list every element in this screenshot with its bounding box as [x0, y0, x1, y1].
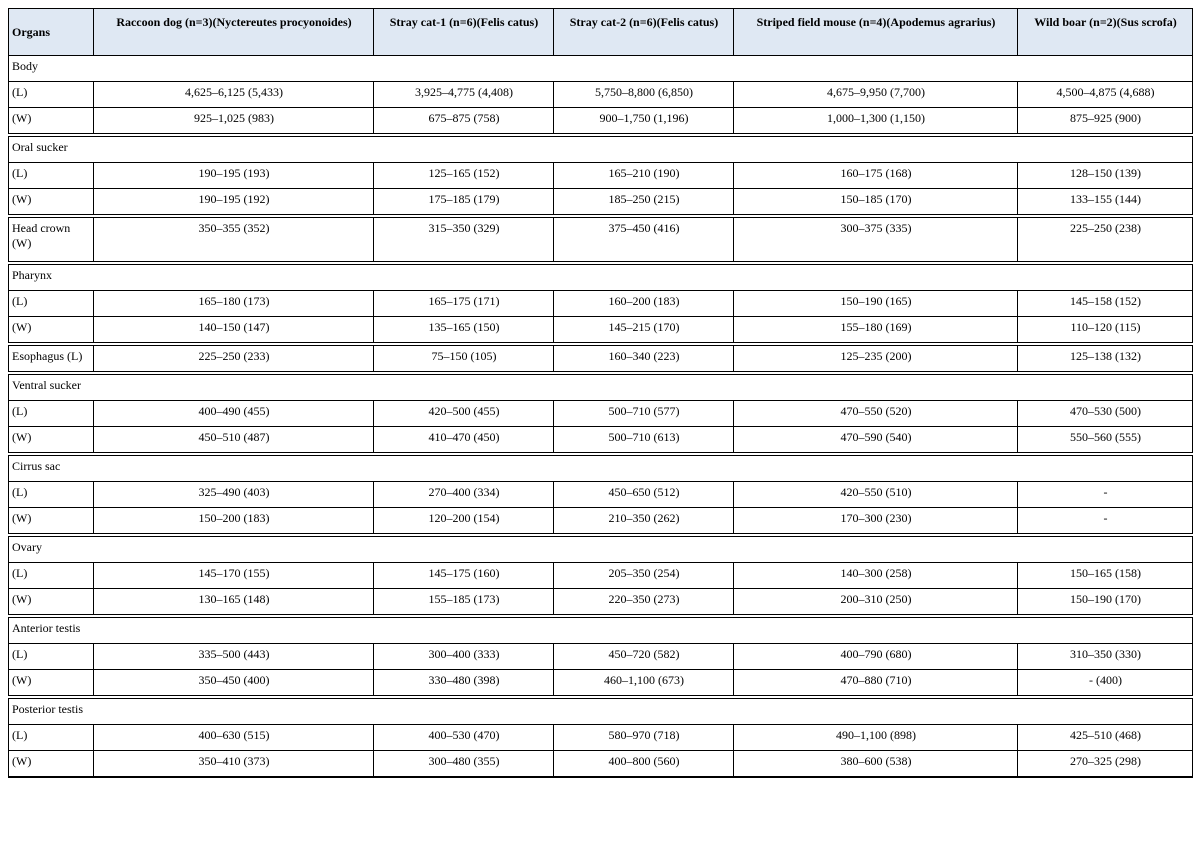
- cell-raccoon-dog: 190–195 (192): [94, 189, 374, 217]
- cell-wild-boar: 110–120 (115): [1018, 317, 1193, 345]
- row-label: (W): [9, 589, 94, 617]
- section-title: Anterior testis: [9, 616, 1193, 644]
- cell-striped-field-mouse: 400–790 (680): [734, 644, 1018, 670]
- section-row: [9, 135, 1193, 163]
- cell-wild-boar: 4,500–4,875 (4,688): [1018, 82, 1193, 108]
- table-row: [9, 482, 1193, 508]
- section-title: Cirrus sac: [9, 454, 1193, 482]
- column-header-stray-cat-2: Stray cat-2 (n=6)(Felis catus): [554, 9, 734, 56]
- row-label: (L): [9, 291, 94, 317]
- cell-raccoon-dog: 350–450 (400): [94, 670, 374, 698]
- cell-striped-field-mouse: 380–600 (538): [734, 751, 1018, 778]
- section-row: [9, 373, 1193, 401]
- cell-raccoon-dog: 400–490 (455): [94, 401, 374, 427]
- table-row: [9, 427, 1193, 455]
- cell-stray-cat-1: 315–350 (329): [374, 216, 554, 263]
- cell-raccoon-dog: 190–195 (193): [94, 163, 374, 189]
- cell-stray-cat-1: 135–165 (150): [374, 317, 554, 345]
- cell-striped-field-mouse: 125–235 (200): [734, 344, 1018, 373]
- cell-raccoon-dog: 350–355 (352): [94, 216, 374, 263]
- table-row: [9, 189, 1193, 217]
- cell-wild-boar: 310–350 (330): [1018, 644, 1193, 670]
- row-label: (W): [9, 108, 94, 136]
- cell-striped-field-mouse: 470–590 (540): [734, 427, 1018, 455]
- row-label: (L): [9, 82, 94, 108]
- cell-stray-cat-2: 900–1,750 (1,196): [554, 108, 734, 136]
- cell-stray-cat-2: 500–710 (613): [554, 427, 734, 455]
- section-title: Oral sucker: [9, 135, 1193, 163]
- cell-stray-cat-2: 5,750–8,800 (6,850): [554, 82, 734, 108]
- row-label: Head crown (W): [9, 216, 94, 263]
- section-row: [9, 697, 1193, 725]
- cell-wild-boar: -: [1018, 482, 1193, 508]
- cell-stray-cat-2: 450–650 (512): [554, 482, 734, 508]
- cell-wild-boar: 150–165 (158): [1018, 563, 1193, 589]
- column-header-raccoon-dog: Raccoon dog (n=3)(Nyctereutes procyonoides): [94, 9, 374, 56]
- table-row: [9, 317, 1193, 345]
- cell-striped-field-mouse: 4,675–9,950 (7,700): [734, 82, 1018, 108]
- cell-wild-boar: -: [1018, 508, 1193, 536]
- row-label: Esophagus (L): [9, 344, 94, 373]
- table-row: [9, 108, 1193, 136]
- row-label: (W): [9, 189, 94, 217]
- section-row: [9, 56, 1193, 82]
- cell-striped-field-mouse: 155–180 (169): [734, 317, 1018, 345]
- cell-wild-boar: 133–155 (144): [1018, 189, 1193, 217]
- cell-stray-cat-2: 500–710 (577): [554, 401, 734, 427]
- column-header-stray-cat-1: Stray cat-1 (n=6)(Felis catus): [374, 9, 554, 56]
- cell-raccoon-dog: 450–510 (487): [94, 427, 374, 455]
- cell-stray-cat-2: 160–340 (223): [554, 344, 734, 373]
- cell-stray-cat-1: 75–150 (105): [374, 344, 554, 373]
- cell-stray-cat-1: 155–185 (173): [374, 589, 554, 617]
- cell-stray-cat-2: 205–350 (254): [554, 563, 734, 589]
- cell-wild-boar: 425–510 (468): [1018, 725, 1193, 751]
- cell-stray-cat-1: 330–480 (398): [374, 670, 554, 698]
- cell-wild-boar: 128–150 (139): [1018, 163, 1193, 189]
- cell-stray-cat-1: 300–480 (355): [374, 751, 554, 778]
- table-row: [9, 751, 1193, 778]
- section-title: Ovary: [9, 535, 1193, 563]
- table-row: [9, 216, 1193, 263]
- cell-stray-cat-2: 450–720 (582): [554, 644, 734, 670]
- section-row: [9, 616, 1193, 644]
- cell-striped-field-mouse: 1,000–1,300 (1,150): [734, 108, 1018, 136]
- cell-wild-boar: 270–325 (298): [1018, 751, 1193, 778]
- table-row: [9, 291, 1193, 317]
- cell-stray-cat-2: 400–800 (560): [554, 751, 734, 778]
- column-header-wild-boar: Wild boar (n=2)(Sus scrofa): [1018, 9, 1193, 56]
- table-row: [9, 163, 1193, 189]
- cell-stray-cat-1: 410–470 (450): [374, 427, 554, 455]
- cell-striped-field-mouse: 300–375 (335): [734, 216, 1018, 263]
- cell-stray-cat-1: 675–875 (758): [374, 108, 554, 136]
- cell-stray-cat-1: 120–200 (154): [374, 508, 554, 536]
- table-row: [9, 563, 1193, 589]
- cell-stray-cat-1: 3,925–4,775 (4,408): [374, 82, 554, 108]
- cell-raccoon-dog: 165–180 (173): [94, 291, 374, 317]
- cell-wild-boar: 875–925 (900): [1018, 108, 1193, 136]
- cell-striped-field-mouse: 200–310 (250): [734, 589, 1018, 617]
- row-label: (L): [9, 644, 94, 670]
- section-row: [9, 535, 1193, 563]
- cell-stray-cat-2: 165–210 (190): [554, 163, 734, 189]
- cell-raccoon-dog: 130–165 (148): [94, 589, 374, 617]
- table-row: [9, 401, 1193, 427]
- section-title: Body: [9, 56, 1193, 82]
- cell-striped-field-mouse: 420–550 (510): [734, 482, 1018, 508]
- cell-stray-cat-1: 420–500 (455): [374, 401, 554, 427]
- row-label: (L): [9, 563, 94, 589]
- cell-wild-boar: 470–530 (500): [1018, 401, 1193, 427]
- cell-wild-boar: 150–190 (170): [1018, 589, 1193, 617]
- cell-raccoon-dog: 925–1,025 (983): [94, 108, 374, 136]
- cell-stray-cat-1: 145–175 (160): [374, 563, 554, 589]
- table-row: [9, 82, 1193, 108]
- row-label: (L): [9, 401, 94, 427]
- section-row: [9, 454, 1193, 482]
- row-label: (L): [9, 163, 94, 189]
- cell-stray-cat-2: 145–215 (170): [554, 317, 734, 345]
- cell-stray-cat-2: 580–970 (718): [554, 725, 734, 751]
- cell-striped-field-mouse: 150–190 (165): [734, 291, 1018, 317]
- row-label: (W): [9, 670, 94, 698]
- cell-striped-field-mouse: 470–550 (520): [734, 401, 1018, 427]
- cell-striped-field-mouse: 470–880 (710): [734, 670, 1018, 698]
- section-title: Ventral sucker: [9, 373, 1193, 401]
- column-header-striped-field-mouse: Striped field mouse (n=4)(Apodemus agrarius): [734, 9, 1018, 56]
- cell-stray-cat-1: 270–400 (334): [374, 482, 554, 508]
- cell-raccoon-dog: 4,625–6,125 (5,433): [94, 82, 374, 108]
- cell-wild-boar: - (400): [1018, 670, 1193, 698]
- cell-raccoon-dog: 140–150 (147): [94, 317, 374, 345]
- section-title: Pharynx: [9, 263, 1193, 291]
- row-label: (L): [9, 482, 94, 508]
- cell-stray-cat-1: 400–530 (470): [374, 725, 554, 751]
- header-row: [9, 9, 1193, 56]
- cell-stray-cat-2: 375–450 (416): [554, 216, 734, 263]
- section-row: [9, 263, 1193, 291]
- table-row: [9, 644, 1193, 670]
- cell-raccoon-dog: 145–170 (155): [94, 563, 374, 589]
- table-header: [9, 9, 1193, 56]
- cell-wild-boar: 225–250 (238): [1018, 216, 1193, 263]
- cell-stray-cat-2: 460–1,100 (673): [554, 670, 734, 698]
- cell-stray-cat-2: 220–350 (273): [554, 589, 734, 617]
- row-label: (W): [9, 317, 94, 345]
- measurements-table: [8, 8, 1193, 778]
- cell-striped-field-mouse: 170–300 (230): [734, 508, 1018, 536]
- table-row: [9, 589, 1193, 617]
- row-label: (W): [9, 427, 94, 455]
- cell-wild-boar: 125–138 (132): [1018, 344, 1193, 373]
- cell-striped-field-mouse: 140–300 (258): [734, 563, 1018, 589]
- table-body: [9, 56, 1193, 778]
- cell-stray-cat-1: 165–175 (171): [374, 291, 554, 317]
- cell-striped-field-mouse: 150–185 (170): [734, 189, 1018, 217]
- cell-wild-boar: 550–560 (555): [1018, 427, 1193, 455]
- table-row: [9, 670, 1193, 698]
- table-row: [9, 725, 1193, 751]
- cell-stray-cat-1: 300–400 (333): [374, 644, 554, 670]
- cell-raccoon-dog: 325–490 (403): [94, 482, 374, 508]
- cell-raccoon-dog: 400–630 (515): [94, 725, 374, 751]
- row-label: (W): [9, 751, 94, 778]
- cell-stray-cat-1: 125–165 (152): [374, 163, 554, 189]
- section-title: Posterior testis: [9, 697, 1193, 725]
- cell-stray-cat-2: 210–350 (262): [554, 508, 734, 536]
- row-label: (L): [9, 725, 94, 751]
- row-label: (W): [9, 508, 94, 536]
- cell-stray-cat-1: 175–185 (179): [374, 189, 554, 217]
- cell-raccoon-dog: 225–250 (233): [94, 344, 374, 373]
- cell-stray-cat-2: 185–250 (215): [554, 189, 734, 217]
- table-row: [9, 344, 1193, 373]
- table-row: [9, 508, 1193, 536]
- cell-raccoon-dog: 350–410 (373): [94, 751, 374, 778]
- cell-raccoon-dog: 150–200 (183): [94, 508, 374, 536]
- column-header-organs: Organs: [9, 9, 94, 56]
- cell-raccoon-dog: 335–500 (443): [94, 644, 374, 670]
- cell-stray-cat-2: 160–200 (183): [554, 291, 734, 317]
- cell-striped-field-mouse: 160–175 (168): [734, 163, 1018, 189]
- cell-wild-boar: 145–158 (152): [1018, 291, 1193, 317]
- cell-striped-field-mouse: 490–1,100 (898): [734, 725, 1018, 751]
